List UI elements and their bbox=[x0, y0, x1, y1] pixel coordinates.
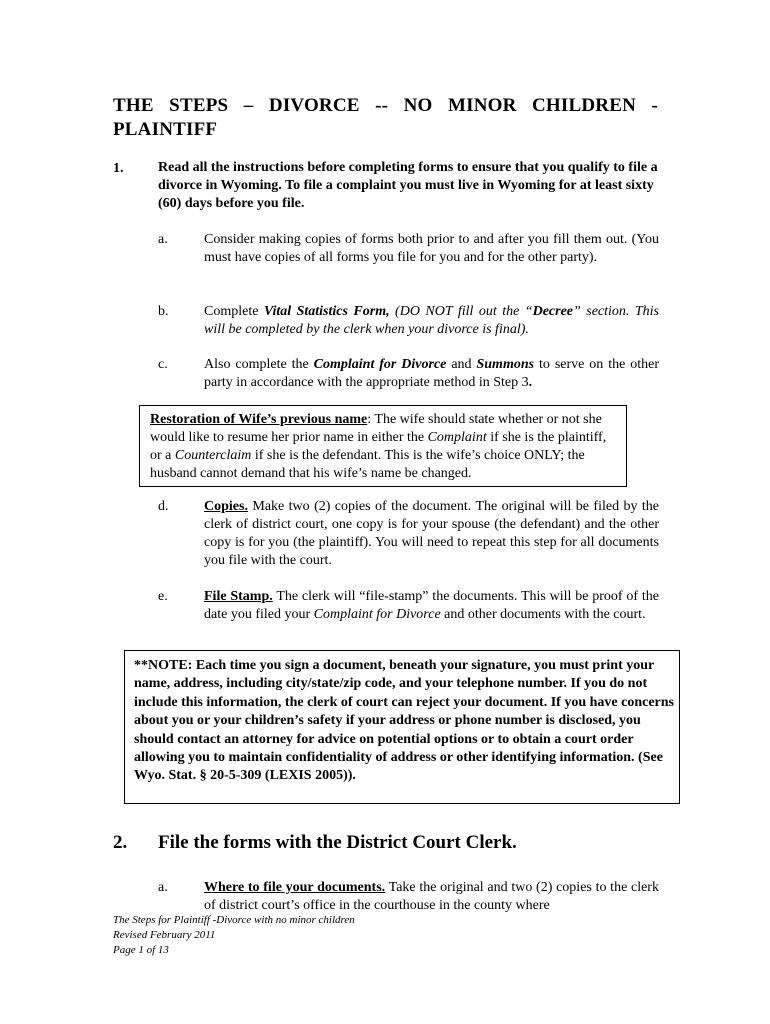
item-c-t5: to serve on the other party in accordance with the appropriate method in Step 3 bbox=[204, 357, 660, 390]
item-e-letter: e. bbox=[158, 589, 168, 604]
summons-ref: Summons bbox=[476, 357, 535, 372]
item-b-t3: (DO NOT fill out the “ bbox=[389, 304, 533, 319]
complaint-ref: Complaint bbox=[427, 430, 487, 445]
vital-statistics-form-ref: Vital Statistics Form, bbox=[263, 304, 390, 319]
file-stamp-heading: File Stamp. bbox=[204, 589, 273, 604]
note-text: **NOTE: Each time you sign a document, beneath your signature, you must print your name, address, including city/state/zip code, and your telephone number. If you do not include this information, the clerk of court can reject your document. If you have concerns about you or your children’s safety if your address or phone number is disclosed, you should contact an attorney for advice on potential options or to obtain a court order allowing you to maintain confidentiality of address or other identifying information. (See Wyo. Stat. § 20-5-309 (LEXIS 2005)). bbox=[134, 658, 674, 784]
counterclaim-ref: Counterclaim bbox=[174, 448, 252, 463]
item-b-text bbox=[204, 303, 659, 339]
footer-page-number: Page 1 of 13 bbox=[113, 944, 169, 956]
step-1-text: Read all the instructions before completing forms to ensure that you qualify to file a divorce in Wyoming. To file a complaint you must live in Wyoming for at least sixty (60) days before you file. bbox=[158, 160, 658, 211]
name-restoration-text bbox=[150, 411, 620, 483]
item-c-letter: c. bbox=[158, 357, 168, 372]
page-title: THE STEPS – DIVORCE -- NO MINOR CHILDREN - PLAINTIFF bbox=[113, 95, 658, 140]
item-c-t1: Also complete the bbox=[204, 357, 314, 372]
where-to-file-heading: Where to file your documents. bbox=[204, 880, 386, 895]
step-1-number: 1. bbox=[113, 161, 124, 176]
complaint-for-divorce-ref: Complaint for Divorce bbox=[313, 357, 447, 372]
item-c-text bbox=[204, 356, 659, 392]
item-b-t1: Complete bbox=[204, 304, 264, 319]
step-2-item-a-text bbox=[204, 879, 659, 915]
item-e-text bbox=[204, 588, 659, 624]
box-t5: if she is the defendant. This is the wife’s choice ONLY; the husband cannot demand that his wife’s name be changed. bbox=[150, 448, 585, 481]
item-c-t6: . bbox=[528, 375, 533, 390]
item-d-letter: d. bbox=[158, 499, 169, 514]
box-t1: : The wife should state whether or not she would like to resume her prior name in either the bbox=[150, 412, 602, 445]
item-c-t3: and bbox=[446, 357, 477, 372]
item-a-letter: a. bbox=[158, 232, 168, 247]
item-d-text bbox=[204, 498, 659, 570]
item-b-letter: b. bbox=[158, 304, 169, 319]
footer-document-name: The Steps for Plaintiff -Divorce with no minor children bbox=[113, 914, 355, 926]
item-e-t3: and other documents with the court. bbox=[440, 607, 646, 622]
item-d-body: Make two (2) copies of the document. The original will be filed by the clerk of district court, one copy is for your spouse (the defendant) and the other copy is for you (the plaintiff). You will need to repeat this step for all documents you file with the court. bbox=[204, 499, 659, 568]
footer-revision: Revised February 2011 bbox=[113, 929, 216, 941]
item-b-t5: ” section. This will be completed by the clerk when your divorce is final). bbox=[204, 304, 659, 337]
step-2-item-a-letter: a. bbox=[158, 880, 168, 895]
complaint-for-divorce-ref-2: Complaint for Divorce bbox=[313, 607, 441, 622]
page-footer bbox=[113, 913, 355, 958]
item-a-text: Consider making copies of forms both prior to and after you fill them out. (You must have copies of all forms you file for you and for the other party). bbox=[204, 232, 659, 265]
copies-heading: Copies. bbox=[204, 499, 248, 514]
decree-ref: Decree bbox=[532, 304, 573, 319]
name-restoration-heading: Restoration of Wife’s previous name bbox=[150, 412, 368, 427]
item-e-t1: The clerk will “file-stamp” the documents. This will be proof of the date you filed your bbox=[204, 589, 659, 622]
step-2-heading: File the forms with the District Court Clerk. bbox=[158, 832, 517, 853]
box-t3: if she is the plaintiff, or a bbox=[150, 430, 607, 463]
step-2-number: 2. bbox=[113, 832, 128, 853]
step-2-item-a-body: Take the original and two (2) copies to the clerk of district court’s office in the courthouse in the county where bbox=[204, 880, 659, 913]
